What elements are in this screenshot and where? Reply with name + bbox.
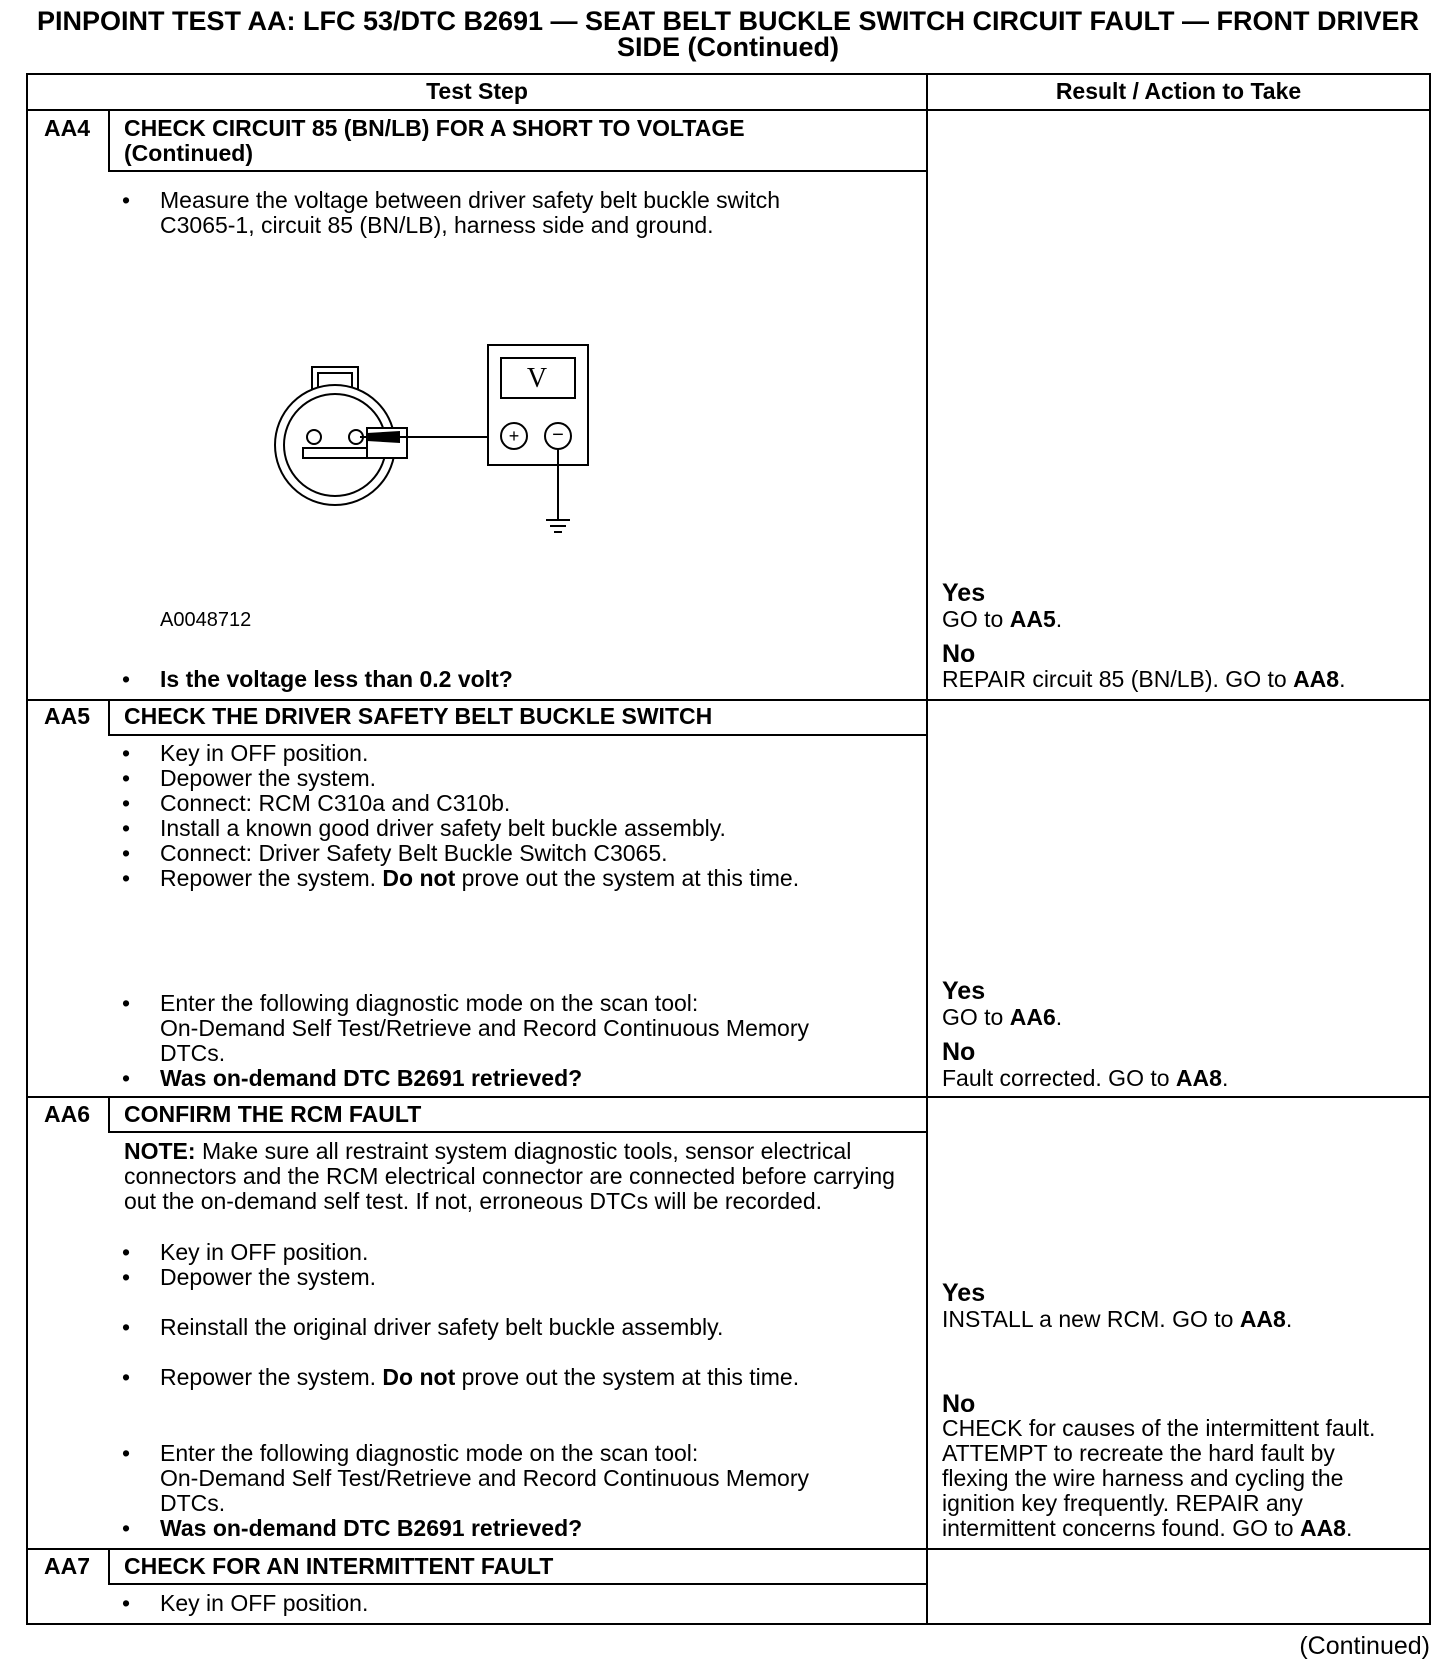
aa6-step-1: Key in OFF position. <box>160 1239 369 1265</box>
bullet: • <box>122 187 131 213</box>
aa5-step-7: Enter the following diagnostic mode on the scan tool: <box>160 990 699 1016</box>
voltmeter-diagram <box>270 335 600 545</box>
aa4-no-action: REPAIR circuit 85 (BN/LB). GO to AA8. <box>942 666 1346 692</box>
aa5-yes-label: Yes <box>942 977 986 1005</box>
bullet: • <box>122 990 131 1016</box>
aa6-no-action-cont: ATTEMPT to recreate the hard fault by <box>942 1440 1335 1466</box>
aa6-question: Was on-demand DTC B2691 retrieved? <box>160 1515 583 1541</box>
aa4-question: Is the voltage less than 0.2 volt? <box>160 666 513 692</box>
aa6-step-3: Reinstall the original driver safety belt buckle assembly. <box>160 1314 724 1340</box>
column-header-result: Result / Action to Take <box>1055 78 1302 104</box>
aa6-no-label: No <box>942 1390 976 1418</box>
bullet: • <box>122 1314 131 1340</box>
aa5-step-6: Repower the system. Do not prove out the system at this time. <box>160 865 800 891</box>
aa6-step-2: Depower the system. <box>160 1264 377 1290</box>
minus-icon: − <box>552 424 564 446</box>
bullet: • <box>122 1264 131 1290</box>
aa5-step-5: Connect: Driver Safety Belt Buckle Switch C3065. <box>160 840 668 866</box>
step-heading-aa6: CONFIRM THE RCM FAULT <box>124 1101 422 1127</box>
bullet: • <box>122 1590 131 1616</box>
figure-id: A0048712 <box>160 609 252 631</box>
aa6-step-4: Repower the system. Do not prove out the system at this time. <box>160 1364 800 1390</box>
bullet: • <box>122 790 131 816</box>
bullet: • <box>122 865 131 891</box>
step-heading-aa4-cont: (Continued) <box>124 140 254 166</box>
step-heading-aa7: CHECK FOR AN INTERMITTENT FAULT <box>124 1553 554 1579</box>
aa6-yes-label: Yes <box>942 1279 986 1307</box>
step-id-aa4: AA4 <box>44 115 91 141</box>
column-header-test-step: Test Step <box>426 78 528 104</box>
bullet: • <box>122 1515 131 1541</box>
bullet: • <box>122 1364 131 1390</box>
aa5-no-label: No <box>942 1038 976 1066</box>
step-heading-aa5: CHECK THE DRIVER SAFETY BELT BUCKLE SWITCH <box>124 703 713 729</box>
aa5-step-3: Connect: RCM C310a and C310b. <box>160 790 511 816</box>
bullet: • <box>122 840 131 866</box>
step-id-aa5: AA5 <box>44 703 91 729</box>
bullet: • <box>122 765 131 791</box>
aa7-step-1: Key in OFF position. <box>160 1590 369 1616</box>
aa6-step-5-cont: On-Demand Self Test/Retrieve and Record Continuous Memory <box>160 1465 809 1491</box>
aa6-note: NOTE: Make sure all restraint system diagnostic tools, sensor electrical connectors and the RCM electrical connector are connected before carrying out the on-demand self test. If not, erroneous DTCs will be recorded. <box>124 1138 895 1214</box>
page-title: PINPOINT TEST AA: LFC 53/DTC B2691 — SEAT BELT BUCKLE SWITCH CIRCUIT FAULT — FRONT DRIVER SIDE (Continued) <box>36 6 1420 62</box>
aa6-step-5: Enter the following diagnostic mode on the scan tool: <box>160 1440 699 1466</box>
bullet: • <box>122 666 131 692</box>
bullet: • <box>122 740 131 766</box>
aa4-no-label: No <box>942 640 976 668</box>
aa4-yes-action: GO to AA5. <box>942 606 1063 632</box>
aa5-step-1: Key in OFF position. <box>160 740 369 766</box>
aa5-step-4: Install a known good driver safety belt buckle assembly. <box>160 815 726 841</box>
aa5-no-action: Fault corrected. GO to AA8. <box>942 1065 1229 1091</box>
aa5-yes-action: GO to AA6. <box>942 1004 1063 1030</box>
aa6-no-action: CHECK for causes of the intermittent fault. <box>942 1415 1376 1441</box>
aa6-no-action-cont: flexing the wire harness and cycling the <box>942 1465 1344 1491</box>
aa6-yes-action: INSTALL a new RCM. GO to AA8. <box>942 1306 1293 1332</box>
meter-label: V <box>526 363 548 394</box>
plus-icon: + <box>508 426 520 446</box>
aa5-step-7-cont: DTCs. <box>160 1040 226 1066</box>
continued-label: (Continued) <box>1299 1632 1430 1660</box>
aa5-step-2: Depower the system. <box>160 765 377 791</box>
bullet: • <box>122 815 131 841</box>
step-heading-aa4: CHECK CIRCUIT 85 (BN/LB) FOR A SHORT TO VOLTAGE <box>124 115 745 141</box>
aa4-instruction-cont: C3065-1, circuit 85 (BN/LB), harness side and ground. <box>160 212 714 238</box>
aa4-yes-label: Yes <box>942 579 986 607</box>
aa6-no-action-cont: intermittent concerns found. GO to AA8. <box>942 1515 1353 1541</box>
bullet: • <box>122 1440 131 1466</box>
step-id-aa6: AA6 <box>44 1101 91 1127</box>
bullet: • <box>122 1065 131 1091</box>
bullet: • <box>122 1239 131 1265</box>
aa6-step-5-cont: DTCs. <box>160 1490 226 1516</box>
step-id-aa7: AA7 <box>44 1553 91 1579</box>
aa4-instruction: Measure the voltage between driver safety belt buckle switch <box>160 187 781 213</box>
aa5-question: Was on-demand DTC B2691 retrieved? <box>160 1065 583 1091</box>
aa6-no-action-cont: ignition key frequently. REPAIR any <box>942 1490 1303 1516</box>
aa5-step-7-cont: On-Demand Self Test/Retrieve and Record Continuous Memory <box>160 1015 809 1041</box>
